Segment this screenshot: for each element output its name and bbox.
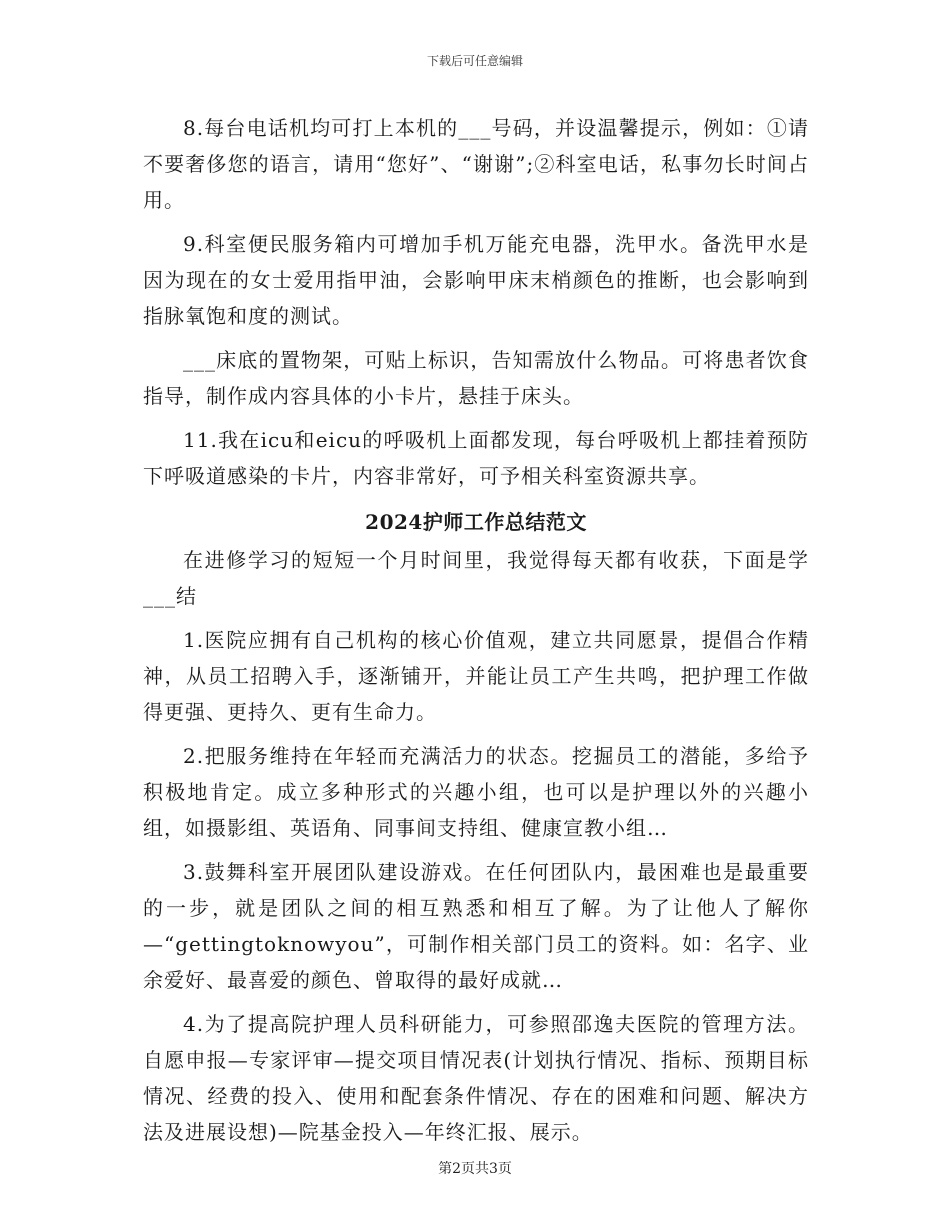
page-header: 下载后可任意编辑 [426,54,523,68]
paragraph-item-11: 11.我在icu和eicu的呼吸机上面都发现，每台呼吸机上都挂着预防下呼吸道感染的卡片，内容非常好，可予相关科室资源共享。 [143,428,809,488]
section-title: 2024护师工作总结范文 [365,510,587,534]
paragraph-item-10: ___床底的置物架，可贴上标识，告知需放什么物品。可将患者饮食指导，制作成内容具体的小卡片，悬挂于床头。 [143,348,809,408]
paragraph-item-9: 9.科室便民服务箱内可增加手机万能充电器，洗甲水。备洗甲水是因为现在的女士爱用指甲油，会影响甲床末梢颜色的推断，也会影响到指脉氧饱和度的测试。 [143,232,809,328]
summary-item-3: 3.鼓舞科室开展团队建设游戏。在任何团队内，最困难也是最重要的一步，就是团队之间的相互熟悉和相互了解。为了让他人了解你—“gettingtoknowyou”，可制作相关部门员工的资料。如：名字、业余爱好、最喜爱的颜色、曾取得的最好成就… [143,860,809,992]
summary-item-4: 4.为了提高院护理人员科研能力，可参照邵逸夫医院的管理方法。自愿申报—专家评审—提交项目情况表(计划执行情况、指标、预期目标情况、经费的投入、使用和配套条件情况、存在的困难和问题、解决方法及进展设想)—院基金投入—年终汇报、展示。 [143,1012,809,1144]
document-body [143,110,809,1158]
page-footer: 第2页共3页 [438,1161,512,1177]
paragraph-item-8: 8.每台电话机均可打上本机的___号码，并设温馨提示，例如：①请不要奢侈您的语言，请用“您好”、“谢谢”;②科室电话，私事勿长时间占用。 [143,116,809,212]
summary-item-2: 2.把服务维持在年轻而充满活力的状态。挖掘员工的潜能，多给予积极地肯定。成立多种形式的兴趣小组，也可以是护理以外的兴趣小组，如摄影组、英语角、同事间支持组、健康宣教小组… [143,744,809,840]
summary-item-1: 1.医院应拥有自己机构的核心价值观，建立共同愿景，提倡合作精神，从员工招聘入手，逐渐铺开，并能让员工产生共鸣，把护理工作做得更强、更持久、更有生命力。 [143,628,809,724]
intro-paragraph: 在进修学习的短短一个月时间里，我觉得每天都有收获，下面是学___结 [143,548,809,608]
